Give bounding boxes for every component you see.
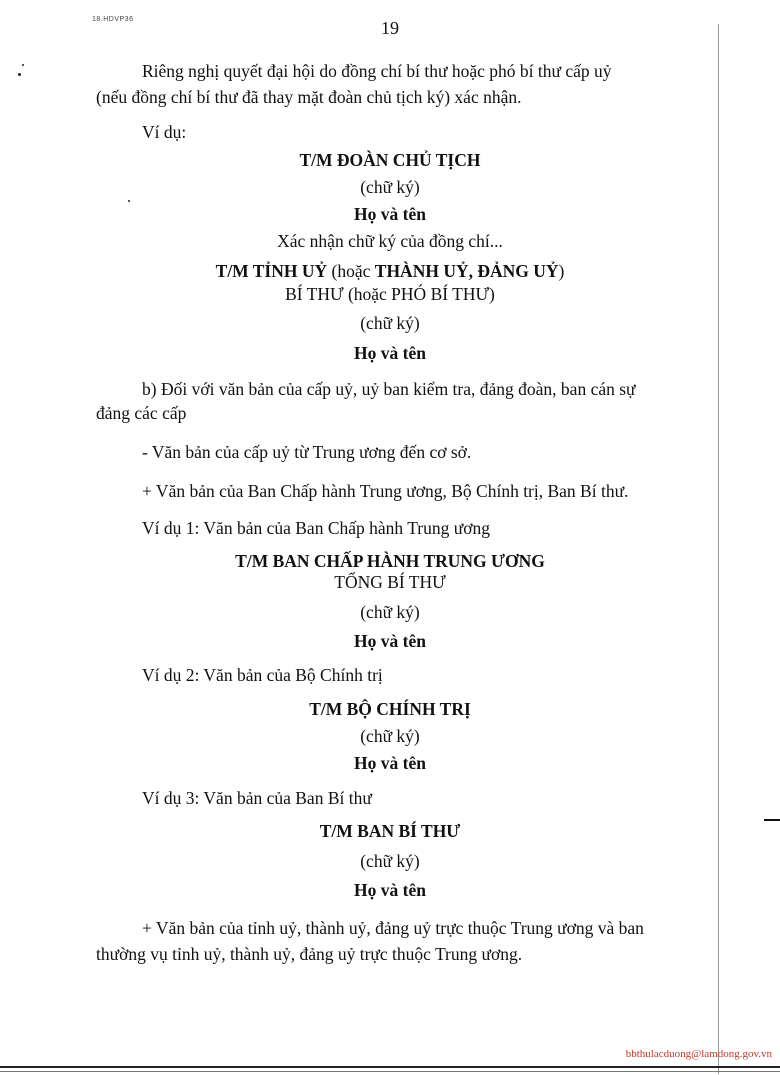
signatory-name: Họ và tên: [354, 204, 426, 224]
title-part: T/M TỈNH UỶ: [215, 261, 328, 281]
signature-placeholder: (chữ ký): [360, 851, 420, 871]
document-ref-code: 18.HDVP36: [92, 16, 134, 23]
scan-speck: [22, 64, 24, 66]
signature-placeholder: (chữ ký): [360, 602, 420, 622]
paragraph-line: b) Đối với văn bản của cấp uỷ, uỷ ban kiểm tra, đảng đoàn, ban cán sự: [142, 379, 636, 399]
example-label: Ví dụ 3: Văn bản của Ban Bí thư: [142, 788, 372, 808]
signatory-name: Họ và tên: [354, 753, 426, 773]
example-label: Ví dụ:: [142, 122, 187, 142]
website-watermark: bbthulacduong@lamdong.gov.vn: [625, 1048, 772, 1060]
list-item-continuation: thường vụ tỉnh uỷ, thành uỷ, đảng uỷ trực thuộc Trung ương.: [96, 944, 523, 964]
signatory-name: Họ và tên: [354, 343, 426, 363]
title-part: THÀNH UỶ, ĐẢNG UỶ: [374, 261, 559, 281]
paragraph-line: Riêng nghị quyết đại hội do đồng chí bí thư hoặc phó bí thư cấp uỷ: [142, 61, 612, 81]
page-bottom-rule: [0, 1066, 780, 1068]
signature-placeholder: (chữ ký): [360, 726, 420, 746]
signature-title: T/M BỘ CHÍNH TRỊ: [309, 699, 471, 719]
list-item: - Văn bản của cấp uỷ từ Trung ương đến cơ sở.: [142, 442, 472, 462]
page-number: 19: [381, 18, 399, 38]
signatory-role: TỔNG BÍ THƯ: [334, 572, 446, 592]
scan-speck: [18, 73, 21, 76]
paragraph-line: đảng các cấp: [96, 403, 187, 423]
title-part: (hoặc: [327, 261, 375, 281]
signature-title: T/M ĐOÀN CHỦ TỊCH: [299, 150, 481, 170]
paragraph-line: (nếu đồng chí bí thư đã thay mặt đoàn chủ tịch ký) xác nhận.: [96, 87, 522, 107]
example-label: Ví dụ 2: Văn bản của Bộ Chính trị: [142, 665, 383, 685]
page-bottom-rule: [0, 1071, 780, 1072]
example-label: Ví dụ 1: Văn bản của Ban Chấp hành Trung ương: [142, 518, 490, 538]
confirmation-line: Xác nhận chữ ký của đồng chí...: [277, 231, 503, 251]
signatory-name: Họ và tên: [354, 880, 426, 900]
list-item: + Văn bản của tỉnh uỷ, thành uỷ, đảng uỷ trực thuộc Trung ương và ban: [142, 918, 644, 938]
signature-title: T/M BAN BÍ THƯ: [319, 821, 461, 841]
signatory-role: BÍ THƯ (hoặc PHÓ BÍ THƯ): [285, 284, 495, 304]
signature-placeholder: (chữ ký): [360, 313, 420, 333]
signature-title: [0, 260, 780, 282]
signatory-name: Họ và tên: [354, 631, 426, 651]
scan-speck: [128, 200, 130, 202]
list-item: + Văn bản của Ban Chấp hành Trung ương, Bộ Chính trị, Ban Bí thư.: [142, 481, 629, 501]
title-part: ): [558, 261, 565, 281]
signature-title: T/M BAN CHẤP HÀNH TRUNG ƯƠNG: [235, 551, 545, 571]
signature-placeholder: (chữ ký): [360, 177, 420, 197]
